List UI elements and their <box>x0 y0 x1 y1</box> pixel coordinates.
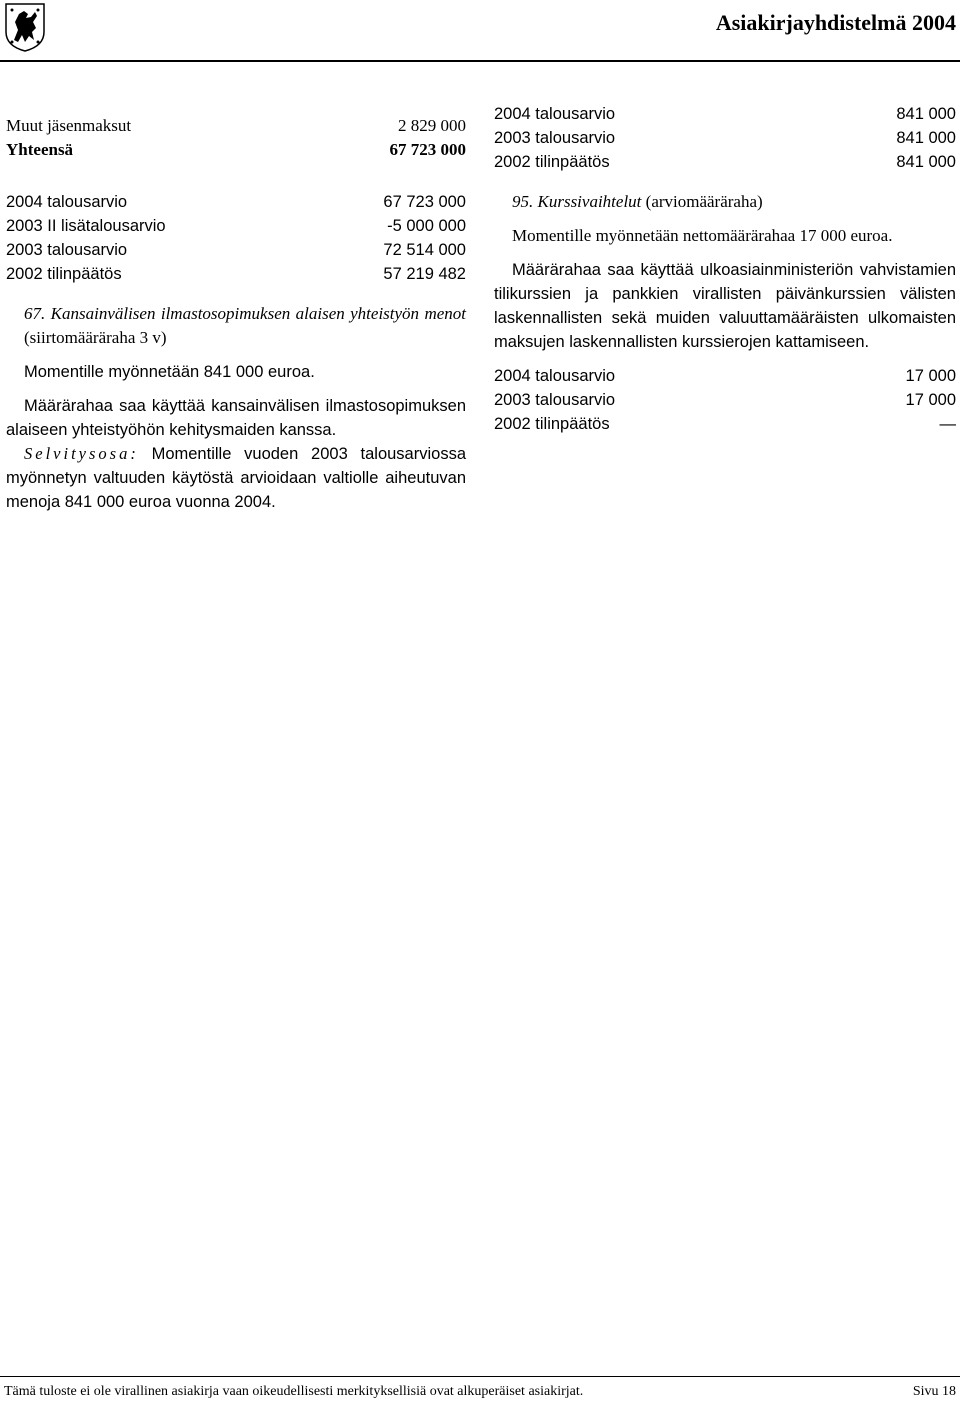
row-label: 2004 talousarvio <box>494 105 616 123</box>
page-number: Sivu 18 <box>912 1384 956 1399</box>
paragraph: Määrärahaa saa käyttää ulkoasiainministeriön vahvistamien tilikurssien ja pankkien virallisten päivänkurssien välisten laskennallisten sekä muiden valuuttamääräisten ulkomaisten maksujen laskennallisten kurssierojen kattamiseen. <box>494 261 956 351</box>
paragraph: Momentille myönnetään 841 000 euroa. <box>24 363 315 381</box>
row-label: 2004 talousarvio <box>6 193 128 211</box>
row-value: 57 219 482 <box>383 265 466 283</box>
row-label: 2004 talousarvio <box>494 367 616 385</box>
left-column <box>6 114 466 514</box>
table-row <box>494 388 956 412</box>
row-label: Yhteensä <box>6 140 74 159</box>
row-label: 2003 II lisätalousarvio <box>6 217 166 235</box>
row-value: — <box>939 415 956 433</box>
row-value: 67 723 000 <box>383 193 466 211</box>
right-column <box>494 102 956 436</box>
table-row <box>6 114 466 138</box>
row-value: -5 000 000 <box>387 217 466 235</box>
row-label: 2002 tilinpäätös <box>494 153 610 171</box>
table-row <box>6 262 466 286</box>
row-value: 72 514 000 <box>383 241 466 259</box>
section-title: Kansainvälisen ilmastosopimuksen alaisen yhteistyön menot <box>50 304 466 323</box>
section-number: 67. <box>24 304 46 323</box>
section-heading-95 <box>494 190 956 214</box>
row-label: 2002 tilinpäätös <box>494 415 610 433</box>
paragraph: Määrärahaa saa käyttää kansainvälisen ilmastosopimuksen alaiseen yhteistyöhön kehitysmaiden kanssa. <box>6 397 466 439</box>
footer-rule <box>0 1376 960 1377</box>
row-label: Muut jäsenmaksut <box>6 116 132 135</box>
footer <box>4 1384 956 1400</box>
table-row <box>494 102 956 126</box>
section-suffix: (siirtomääräraha 3 v) <box>24 328 167 347</box>
section-heading-67 <box>6 302 466 350</box>
header-rule <box>0 60 960 62</box>
row-value: 2 829 000 <box>398 116 466 135</box>
section-number: 95. <box>512 192 534 211</box>
section-suffix: (arviomääräraha) <box>645 192 763 211</box>
row-label: 2003 talousarvio <box>494 129 616 147</box>
table-row <box>494 126 956 150</box>
total-row <box>6 138 466 162</box>
table-row <box>494 150 956 174</box>
row-value: 841 000 <box>896 153 956 171</box>
paragraph: Momentille myönnetään nettomäärärahaa 17 000 euroa. <box>512 226 893 245</box>
coat-of-arms-icon <box>4 2 46 52</box>
table-row <box>494 412 956 436</box>
selvitys-text: Momentille vuoden 2003 talousarviossa myönnetyn valtuuden käytöstä arvioidaan valtiolle aiheutuvan menoja 841 000 euroa vuonna 2004. <box>6 445 466 511</box>
table-row <box>6 190 466 214</box>
document-title: Asiakirjayhdistelmä 2004 <box>715 10 956 35</box>
section-title: Kurssivaihtelut <box>537 192 642 211</box>
selvitys-label: Selvitysosa: <box>24 444 139 463</box>
row-label: 2003 talousarvio <box>6 241 128 259</box>
table-row <box>6 238 466 262</box>
table-row <box>494 364 956 388</box>
row-label: 2002 tilinpäätös <box>6 265 122 283</box>
row-value: 841 000 <box>896 129 956 147</box>
selvitys-paragraph <box>6 442 466 514</box>
row-value: 17 000 <box>905 391 956 409</box>
table-row <box>6 214 466 238</box>
row-value: 67 723 000 <box>389 140 466 159</box>
row-value: 841 000 <box>896 105 956 123</box>
row-label: 2003 talousarvio <box>494 391 616 409</box>
row-value: 17 000 <box>905 367 956 385</box>
footer-notice: Tämä tuloste ei ole virallinen asiakirja vaan oikeudellisesti merkityksellisiä ovat alkuperäiset asiakirjat. <box>4 1384 584 1399</box>
